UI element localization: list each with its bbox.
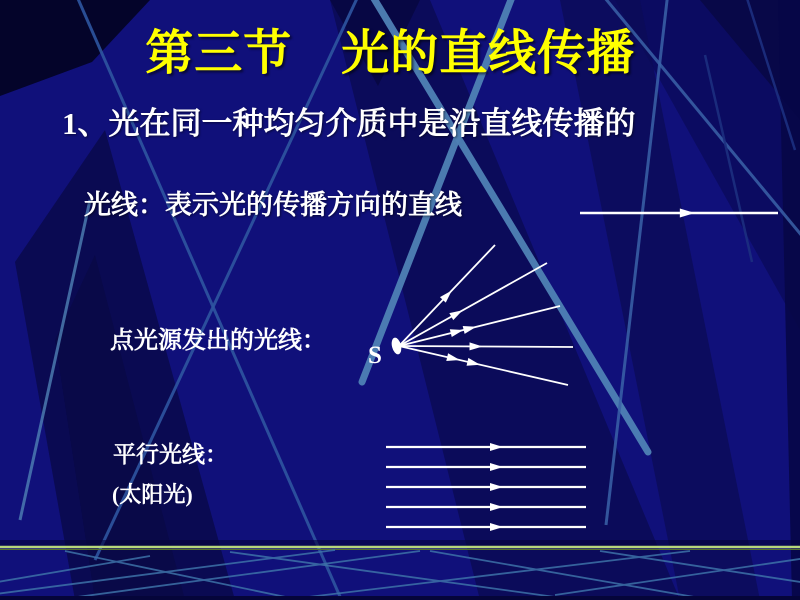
ray-definition-line: 光线：表示光的传播方向的直线	[84, 190, 462, 220]
ray-arrowhead	[490, 483, 503, 491]
point-source-ray	[399, 346, 568, 385]
sunlight-sublabel: (太阳光)	[112, 482, 193, 507]
ray-arrowhead	[469, 342, 482, 350]
point-source-ray	[399, 346, 573, 347]
ray-arrowhead	[490, 523, 503, 531]
point-source-label: 点光源发出的光线：	[110, 328, 326, 354]
statement-line: 1、光在同一种均匀介质中是沿直线传播的	[62, 106, 636, 141]
slide-title: 第三节 光的直线传播	[145, 27, 636, 80]
ray-arrowhead	[450, 326, 465, 337]
point-source-ray	[399, 263, 547, 346]
ray-arrowhead	[490, 503, 503, 511]
ray-arrowhead	[467, 358, 481, 369]
ray-example-arrowhead	[680, 209, 695, 218]
ray-arrowhead	[446, 353, 460, 364]
ray-arrowhead	[463, 323, 478, 334]
ray-arrowhead	[449, 307, 464, 320]
ray-arrowhead	[490, 443, 503, 451]
point-source-dot	[390, 337, 403, 356]
source-symbol-label: S	[368, 342, 382, 369]
parallel-rays-label: 平行光线：	[113, 442, 228, 467]
point-source-ray	[399, 306, 560, 346]
ray-arrowhead	[490, 463, 503, 471]
